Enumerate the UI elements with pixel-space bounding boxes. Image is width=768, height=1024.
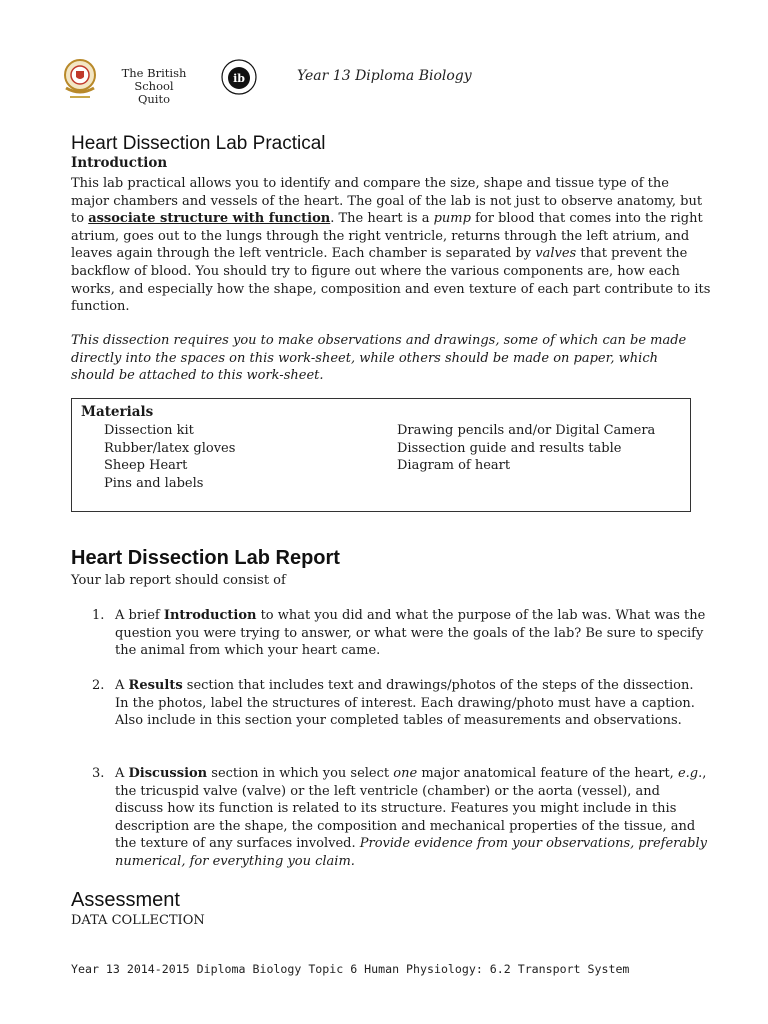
introduction-paragraph: This lab practical allows you to identify and compare the size, shape and tissue type of the major chambers and vessels of the heart. The goal of the lab is not just to observe anatomy, but to associate structure with function. The heart is a pump for blood that comes into the right atrium, goes out to the lungs through the right ventricle, returns through the left atrium, and leaves again through the left ventricle. Each chamber is separated by valves that prevent the backflow of blood. You should try to figure out where the various components are, how each works, and especially how the shape, composition and even texture of each part contribute to its function. [71,176,711,315]
emphasis-text: associate structure with function [88,211,331,227]
svg-text:ib: ib [233,72,245,85]
report-intro: Your lab report should consist of [71,573,286,588]
list-number: 3. [92,766,105,781]
material-item: Rubber/latex gloves [104,441,236,456]
dissection-note: This dissection requires you to make observations and drawings, some of which can be made directly into the spaces on this work-sheet, while others should be made on paper, which should be attached to this work-sheet. [71,333,687,384]
material-item: Drawing pencils and/or Digital Camera [397,423,656,438]
list-item: 2. A Results section that includes text and drawings/photos of the steps of the dissection. In the photos, label the structures of interest. Each drawing/photo must have a caption. Also include in this section your completed tables of measurements and observations. [92,678,695,729]
materials-heading: Materials [81,404,154,420]
course-title: Year 13 Diploma Biology [297,68,472,84]
material-item: Sheep Heart [104,458,188,473]
school-crest-logo [62,58,98,102]
school-name: The British School Quito [121,66,187,106]
ib-world-school-logo [220,57,258,97]
list-item: 3. A Discussion section in which you select one major anatomical feature of the heart, e.g., the tricuspid valve (valve) or the left ventricle (chamber) or the aorta (vessel), and discuss how its function is related to its structure. Features you might include in this description are the shape, the composition and mechanical properties of the tissue, and the texture of any surfaces involved. Provide evidence from your observations, preferably numerical, for everything you claim. [92,766,707,869]
material-item: Dissection guide and results table [397,441,622,456]
introduction-heading: Introduction [71,155,168,171]
report-title: Heart Dissection Lab Report [71,547,340,569]
list-number: 2. [92,678,105,693]
list-item: 1. A brief Introduction to what you did and what the purpose of the lab was. What was the question you were trying to answer, or what were the goals of the lab? Be sure to specify the animal from which your heart came. [92,608,706,659]
material-item: Pins and labels [104,476,204,491]
material-item: Diagram of heart [397,458,511,473]
page-title: Heart Dissection Lab Practical [71,133,326,154]
material-item: Dissection kit [104,423,194,438]
assessment-subheading: DATA COLLECTION [71,913,205,928]
page-footer: Year 13 2014-2015 Diploma Biology Topic 6 Human Physiology: 6.2 Transport System [71,962,630,976]
list-number: 1. [92,608,105,623]
materials-box [71,398,691,512]
assessment-heading: Assessment [71,889,180,911]
